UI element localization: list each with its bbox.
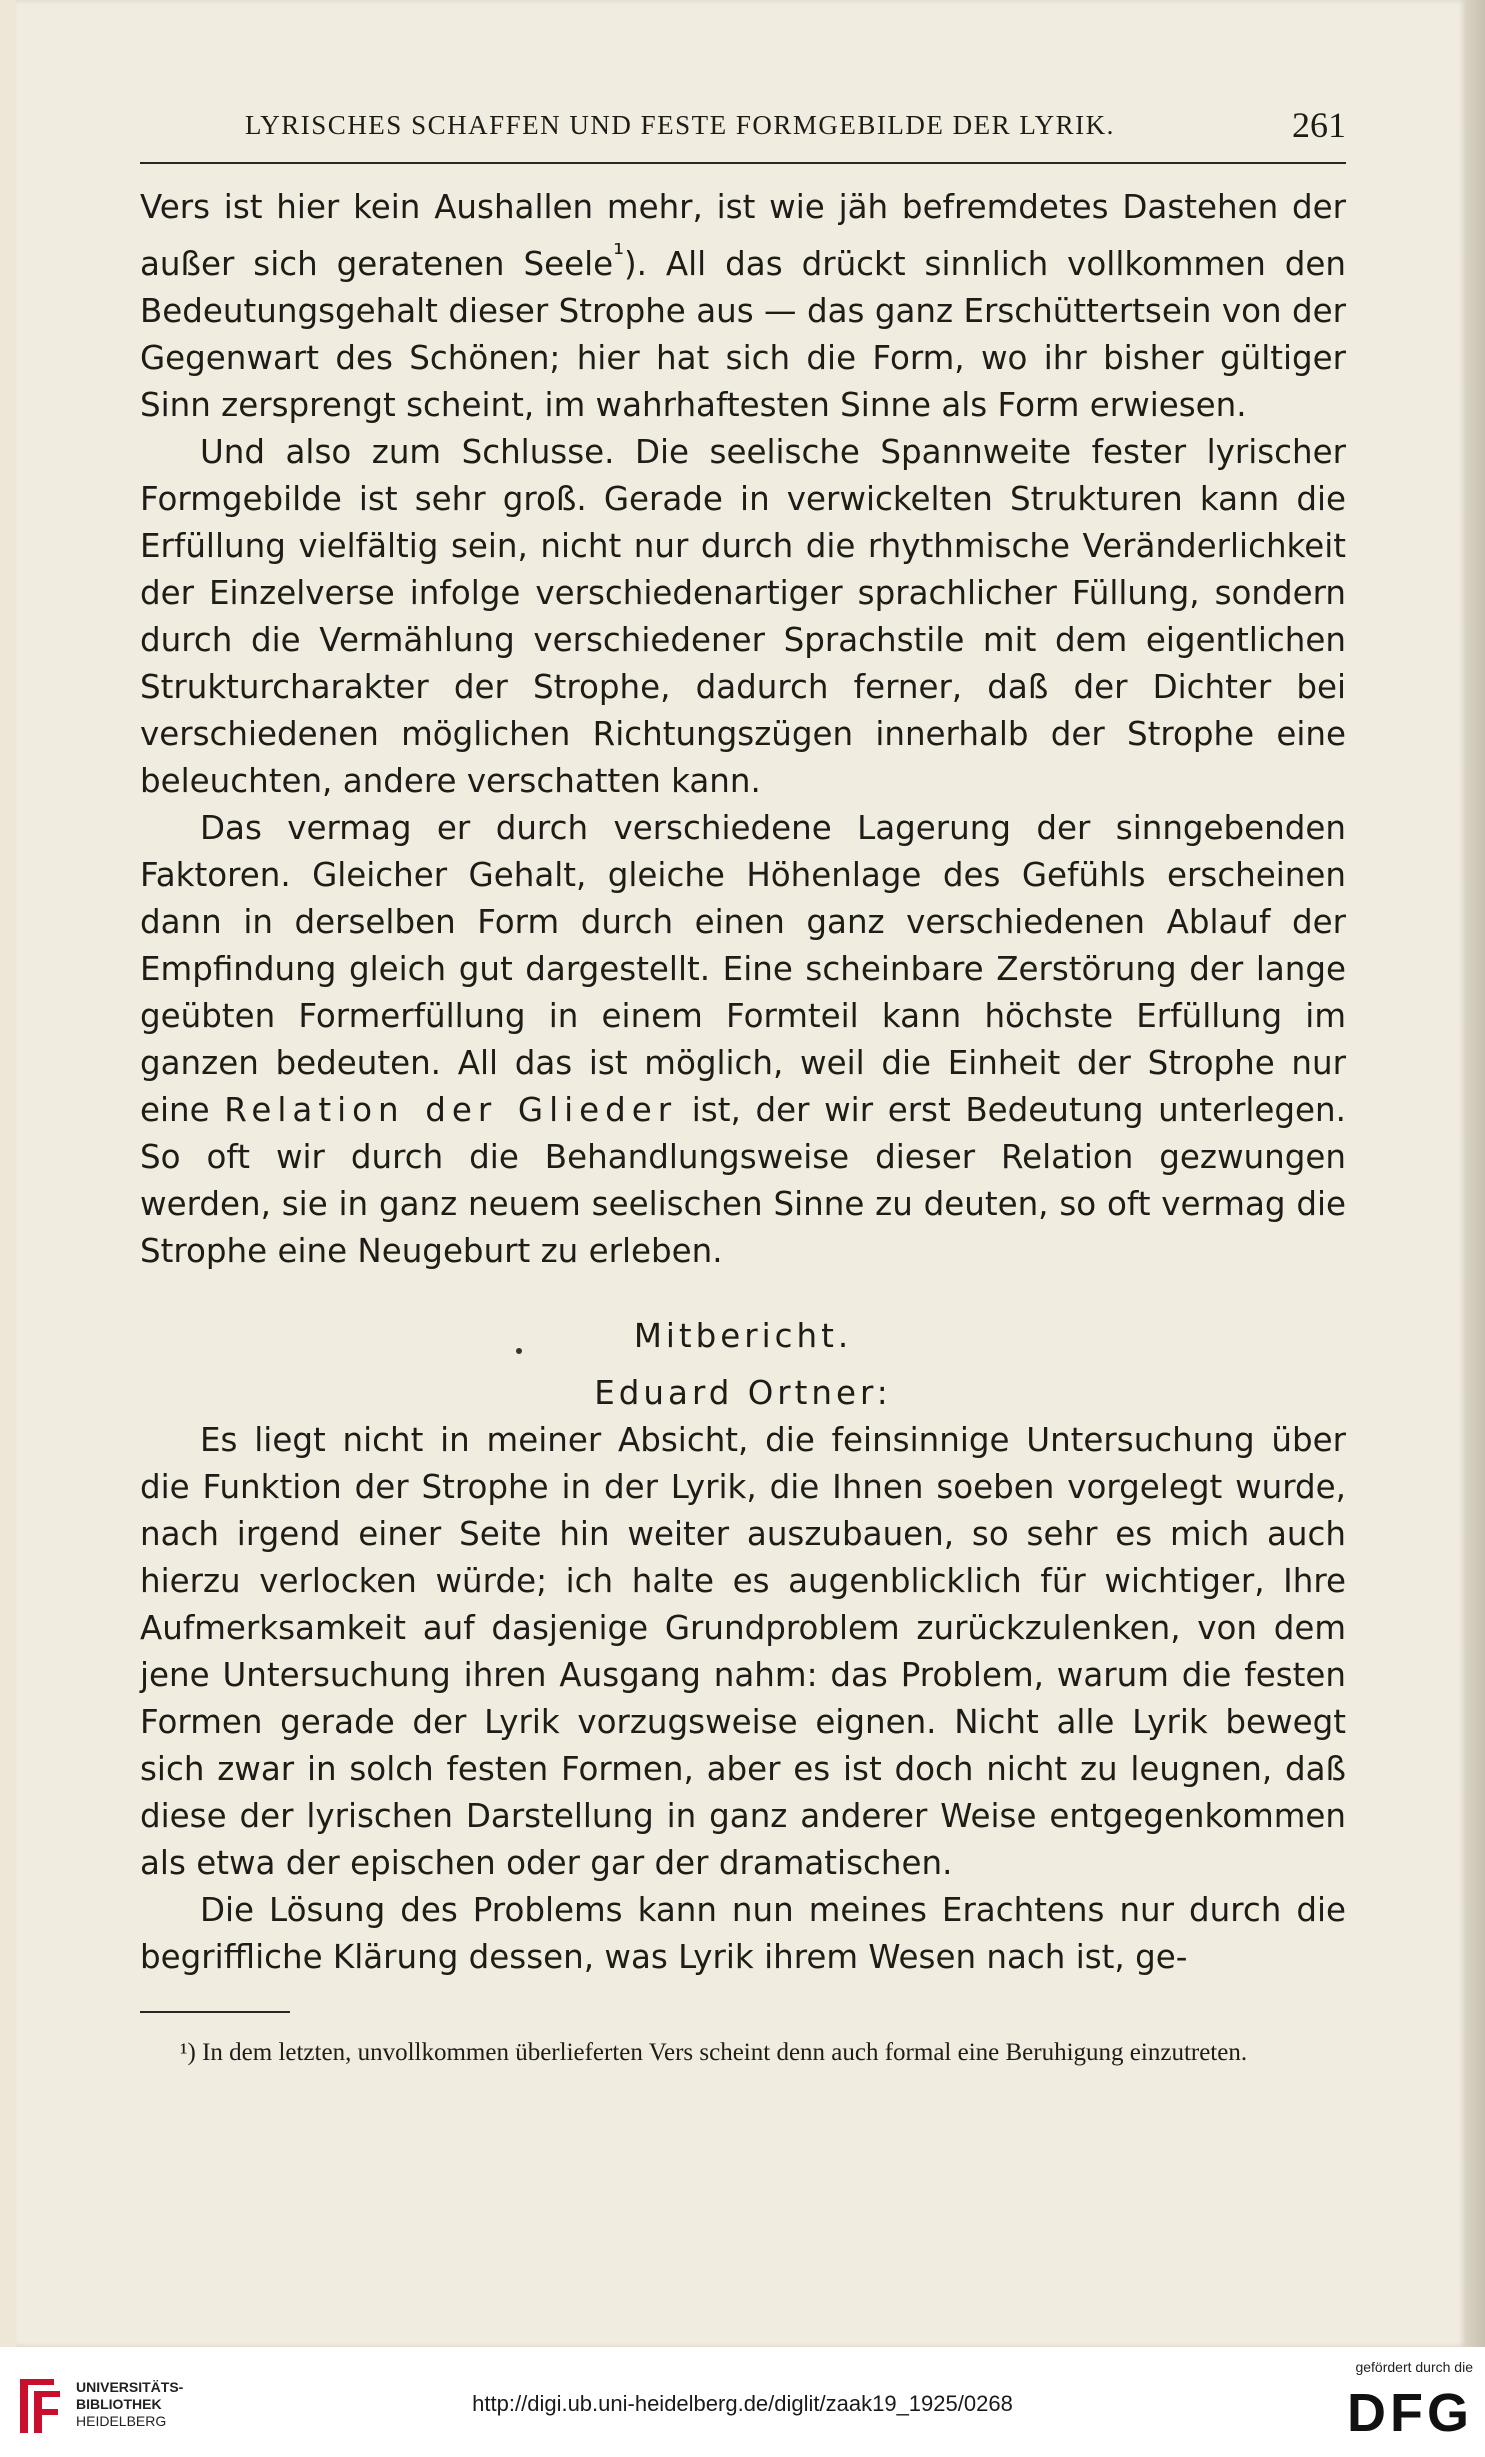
viewer-footer — [0, 2347, 1485, 2457]
paragraph-1-text: Vers ist hier kein Aushallen mehr, ist wie jäh befremdetes Dastehen der außer sich geratenen Seele — [140, 188, 1346, 283]
paragraph-2: Und also zum Schlusse. Die seelische Spannweite fester lyrischer Formgebilde ist sehr groß. Gerade in verwickelten Strukturen kann die Erfüllung vielfältig sein, nicht nur durch die rhythmische Veränderlichkeit der Einzelverse infolge verschiedenartiger sprachlicher Füllung, sondern durch die Vermählung verschiedener Sprachstile mit dem eigentlichen Strukturcharakter der Strophe, dadurch ferner, daß der Dichter bei verschiedenen möglichen Richtungszügen innerhalb der Strophe eine beleuchten, andere verschatten kann. — [140, 432, 1346, 800]
footnote — [140, 2035, 1346, 2071]
book-page — [16, 0, 1466, 2347]
page-edge-shadow — [1466, 0, 1485, 2347]
library-name-line-1: UNIVERSITÄTS- — [76, 2379, 184, 2395]
footnote-text: In dem letzten, unvollkommen überlieferten Vers scheint denn auch formal eine Beruhigung einzutreten. — [202, 2038, 1248, 2066]
funding-note: gefördert durch die — [1355, 2359, 1473, 2375]
running-head — [140, 100, 1346, 164]
library-name-line-2: BIBLIOTHEK — [76, 2396, 162, 2412]
paragraph-3-text-a: Das vermag er durch verschiedene Lagerung der sinngebenden Faktoren. Gleicher Gehalt, gleiche Höhenlage des Gefühls erscheinen dann in derselben Form durch einen ganz verschiedenen Ablauf der Empfindung gleich gut dargestellt. Eine scheinbare Zerstörung der lange geübten Formerfüllung in einem Formteil kann höchste Erfüllung im ganzen bedeuten. All das ist möglich, weil die Einheit der Strophe nur eine — [140, 808, 1346, 1129]
author-heading: Eduard Ortner: — [594, 1373, 892, 1412]
paragraph-1-continuation: ). All das drückt sinnlich vollkommen den Bedeutungsgehalt dieser Strophe aus — das ganz Erschüttertsein von der Gegenwart des Schönen; hier hat sich die Form, wo ihr bisher gültiger Sinn zersprengt scheint, im wahrhaftesten Sinne als Form erwiesen. — [140, 244, 1346, 424]
paragraph-1 — [140, 184, 1346, 429]
footnote-rule — [140, 2011, 290, 2013]
paragraph-3-text-b: ist, der wir erst Bedeutung unterlegen. So oft wir durch die Behandlungsweise dieser Relation gezwungen werden, sie in ganz neuem seelischen Sinne zu deuten, so oft vermag die Strophe eine Neugeburt zu erleben. — [140, 1090, 1346, 1270]
dfg-logo[interactable]: DFG — [1347, 2383, 1473, 2443]
print-speck — [516, 1348, 522, 1354]
paragraph-3 — [140, 805, 1346, 1275]
library-name-line-3: HEIDELBERG — [76, 2413, 167, 2429]
paragraph-5: Die Lösung des Problems kann nun meines Erachtens nur durch die begriffliche Klärung dessen, was Lyrik ihrem Wesen nach ist, ge- — [140, 1890, 1346, 1976]
running-title: LYRISCHES SCHAFFEN UND FESTE FORMGEBILDE DER LYRIK. — [245, 110, 1115, 140]
paragraph-4: Es liegt nicht in meiner Absicht, die feinsinnige Untersuchung über die Funktion der Strophe in der Lyrik, die Ihnen soeben vorgelegt wurde, nach irgend einer Seite hin weiter auszubauen, so sehr es mich auch hierzu verlocken würde; ich halte es augenblicklich für wichtiger, Ihre Aufmerksamkeit auf dasjenige Grundproblem zurückzulenken, von dem jene Untersuchung ihren Ausgang nahm: das Problem, warum die festen Formen gerade der Lyrik vorzugsweise eignen. Nicht alle Lyrik bewegt sich zwar in solch festen Formen, aber es ist doch nicht zu leugnen, daß diese der lyrischen Darstellung in ganz anderer Weise entgegenkommen als etwa der epischen oder gar der dramatischen. — [140, 1420, 1346, 1882]
section-heading: Mitbericht. — [633, 1316, 853, 1355]
permalink-url[interactable]: http://digi.ub.uni-heidelberg.de/diglit/zaak19_1925/0268 — [472, 2391, 1013, 2416]
footnote-reference[interactable]: ¹ — [613, 239, 624, 270]
footnote-marker: ¹) — [180, 2038, 196, 2066]
emphasized-term: Relation der Glieder — [224, 1090, 678, 1129]
page-content — [140, 100, 1346, 2071]
page-number: 261 — [1292, 105, 1346, 145]
